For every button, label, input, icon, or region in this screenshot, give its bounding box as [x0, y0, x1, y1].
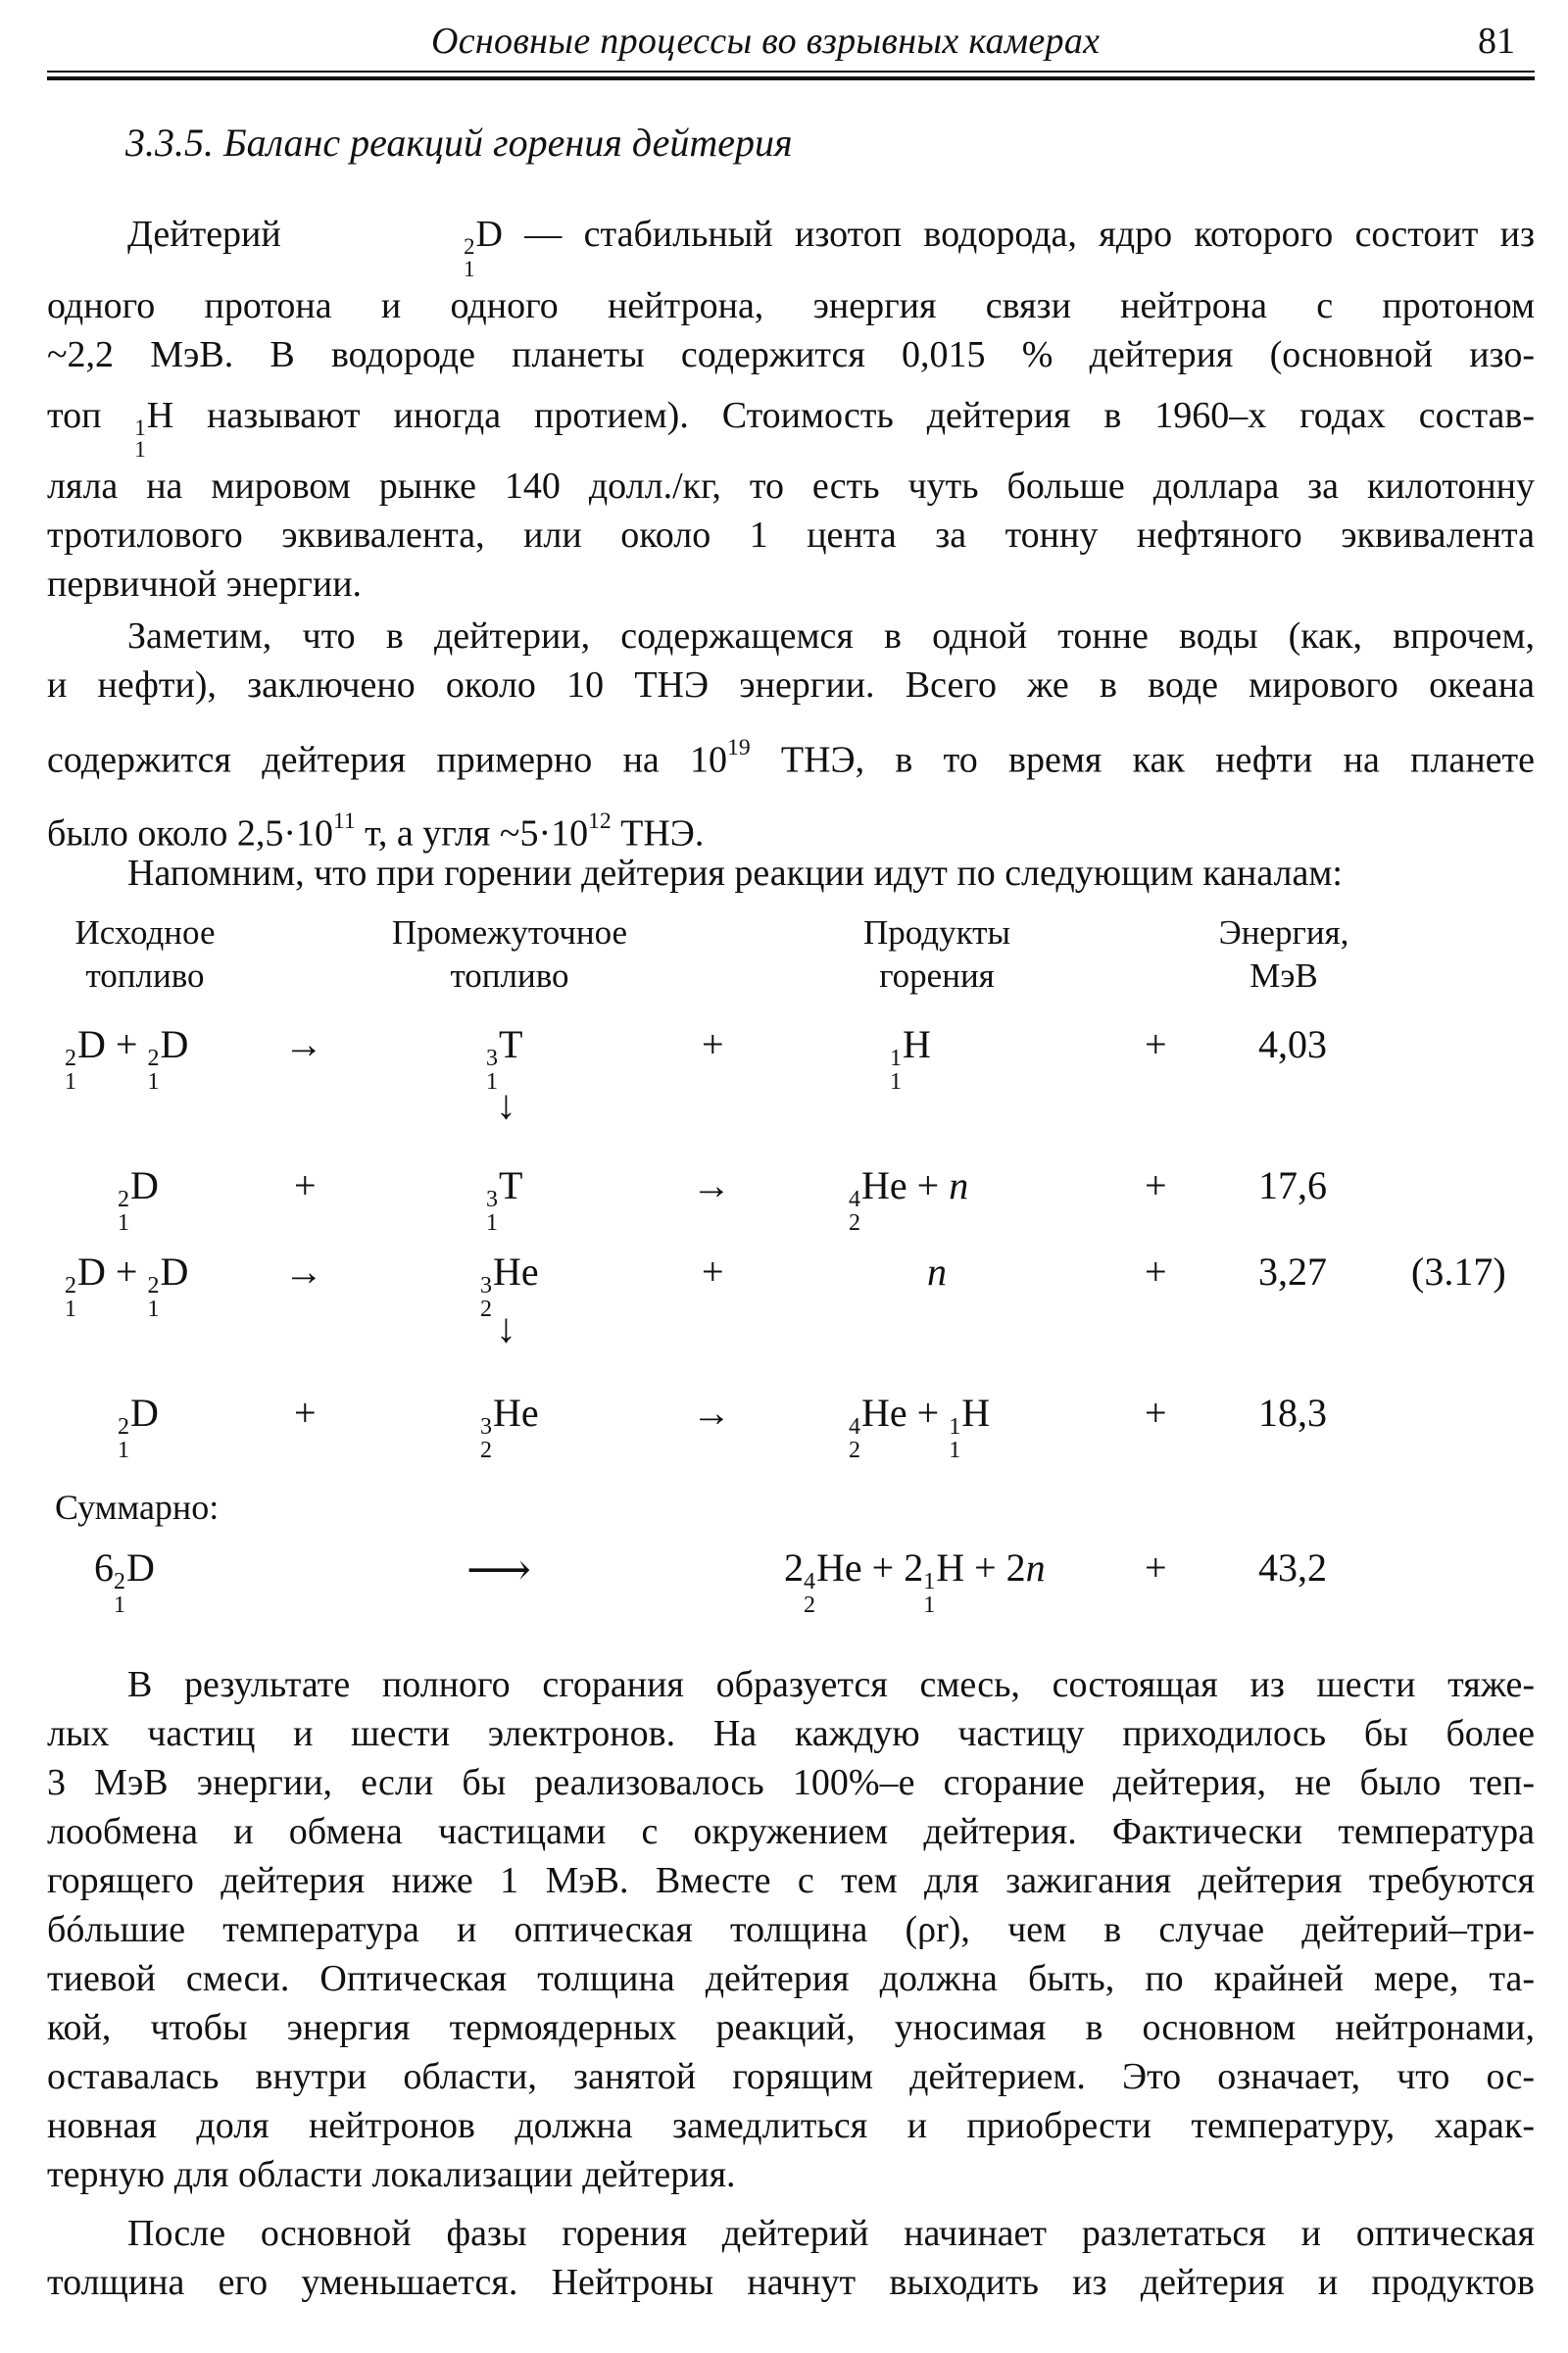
paragraph-line: тиевой смеси. Оптическая толщина дейтерия должна быть, по крайней мере, та-	[47, 1958, 1535, 1999]
paragraph-line: терную для области локализации дейтерия.	[47, 2154, 736, 2195]
reaction-4-plus-energy: +	[1145, 1391, 1167, 1435]
paragraph-1	[47, 210, 1535, 609]
isotope-deuterium: 2 1 D	[464, 214, 503, 281]
summary-reactant: 6 2 1 D	[94, 1545, 155, 1619]
paragraph-4	[47, 1660, 1535, 2199]
reaction-1-energy: 4,03	[1258, 1022, 1327, 1066]
reaction-3-intermediate: 3 2 He	[480, 1250, 539, 1323]
paragraph-line: бóльшие температура и оптическая толщина (ρr), чем в случае дейтерий–три-	[47, 1909, 1535, 1950]
reaction-1-down-arrow: ↓	[496, 1083, 516, 1128]
paragraph-5	[47, 2209, 1535, 2307]
paragraph-line: ~2,2 МэВ. В водороде планеты содержится 0,015 % дейтерия (основной изо-	[47, 333, 1535, 375]
reaction-4-intermediate: 3 2 He	[480, 1391, 539, 1464]
reaction-3-down-arrow: ↓	[496, 1306, 516, 1351]
paragraph-line: одного протона и одного нейтрона, энергия связи нейтрона с протоном	[47, 284, 1535, 326]
table-header-intermediate-fuel: Промежуточное топливо	[391, 913, 628, 995]
section-heading: 3.3.5. Баланс реакций горения дейтерия	[125, 121, 793, 165]
paragraph-line: лообмена и обмена частицами с окружением дейтерия. Фактически температура	[47, 1811, 1535, 1852]
paragraph-line: ляла на мировом рынке 140 долл./кг, то есть чуть больше доллара за килотонну	[47, 466, 1535, 508]
reaction-3-plus-energy: +	[1145, 1250, 1167, 1294]
running-header-title: Основные процессы во взрывных камерах	[431, 21, 1101, 62]
paragraph-line: Напомним, что при горении дейтерия реакции идут по следующим каналам:	[127, 853, 1343, 894]
equation-number: (3.17)	[1411, 1250, 1506, 1294]
paragraph-line: Дейтерий 2 1 D — стабильный изотоп водорода, ядро которого состоит из	[47, 210, 1535, 281]
header-rule-thin	[47, 71, 1535, 73]
paragraph-line: горящего дейтерия ниже 1 МэВ. Вместе с тем для зажигания дейтерия требуются	[47, 1860, 1535, 1901]
summary-plus: +	[1145, 1545, 1167, 1590]
reaction-3-energy: 3,27	[1258, 1250, 1327, 1294]
paragraph-line: топ 1 1 H называют иногда протием). Стоимость дейтерия в 1960–х годах состав-	[47, 391, 1535, 463]
summary-products: 2 4 2 He + 2 1 1 H + 2n	[784, 1545, 1046, 1619]
paragraph-line: После основной фазы горения дейтерий начинает разлетаться и оптическая	[127, 2213, 1535, 2254]
paragraph-line: Заметим, что в дейтерии, содержащемся в одной тонне воды (как, впрочем,	[127, 615, 1535, 657]
paragraph-line: лых частиц и шести электронов. На каждую частицу приходилось бы более	[47, 1713, 1535, 1754]
reaction-2-plus-energy: +	[1145, 1163, 1167, 1207]
reaction-1-intermediate: 3 1 T	[486, 1022, 523, 1096]
paragraph-line: первичной энергии.	[47, 564, 363, 606]
reaction-1-reactants: 2 1 D + 2 1 D	[65, 1022, 189, 1096]
paragraph-line: толщина его уменьшается. Нейтроны начнут выходить из дейтерия и продуктов	[47, 2262, 1535, 2303]
reaction-3-reactants: 2 1 D + 2 1 D	[65, 1250, 189, 1323]
summary-arrow: ⟶	[466, 1544, 531, 1594]
reaction-1-arrow: →	[284, 1022, 323, 1066]
reaction-3-product: n	[927, 1250, 947, 1294]
paragraph-2	[47, 612, 1535, 858]
reaction-2-intermediate: 3 1 T	[486, 1163, 523, 1237]
table-header-energy: Энергия, МэВ	[1218, 913, 1349, 995]
reaction-3-plus: +	[702, 1250, 724, 1294]
summary-energy: 43,2	[1258, 1545, 1327, 1590]
reaction-4-product: 4 2 He + 1 1 H	[849, 1391, 991, 1464]
reaction-4-energy: 18,3	[1258, 1391, 1327, 1435]
reaction-2-product: 4 2 He + n	[849, 1163, 969, 1237]
reaction-2-reactant: 2 1 D	[118, 1163, 159, 1237]
reaction-1-plus: +	[702, 1022, 724, 1066]
paragraph-line: и нефти), заключено около 10 ТНЭ энергии. Всего же в воде мирового океана	[47, 664, 1535, 706]
reaction-2-plus: +	[294, 1163, 317, 1207]
reaction-1-product: 1 1 H	[890, 1022, 931, 1096]
reaction-2-energy: 17,6	[1258, 1163, 1327, 1207]
paragraph-line: оставалась внутри области, занятой горящим дейтерием. Это означает, что ос-	[47, 2056, 1535, 2097]
paragraph-line: 3 МэВ энергии, если бы реализовалось 100%–е сгорание дейтерия, не было теп-	[47, 1762, 1535, 1803]
isotope-protium: 1 1 H	[134, 394, 174, 463]
summary-label: Суммарно:	[55, 1488, 220, 1527]
reaction-4-plus: +	[294, 1391, 317, 1435]
reaction-1-plus-energy: +	[1145, 1022, 1167, 1066]
reaction-3-arrow: →	[284, 1250, 323, 1294]
paragraph-line: тротилового эквивалента, или около 1 цента за тонну нефтяного эквивалента	[47, 515, 1535, 557]
paragraph-line: новная доля нейтронов должна замедлиться и приобрести температуру, харак-	[47, 2105, 1535, 2146]
table-header-initial-fuel: Исходное топливо	[74, 913, 216, 995]
table-header-products: Продукты горения	[863, 913, 1010, 995]
reaction-2-arrow: →	[692, 1163, 731, 1207]
paragraph-line: кой, чтобы энергия термоядерных реакций, уносимая в основном нейтронами,	[47, 2007, 1535, 2048]
page-number: 81	[1478, 21, 1515, 62]
paragraph-line: содержится дейтерия примерно на $10^{19}$ ТНЭ, в то время как нефти на планете	[47, 735, 1535, 781]
paragraph-3	[47, 849, 1535, 898]
reaction-4-reactant: 2 1 D	[118, 1391, 159, 1464]
paragraph-line: было около $2,5\cdot 10^{11}$ т, а угля $\sim 5\cdot 10^{12}$ ТНЭ.	[47, 808, 705, 855]
reaction-4-arrow: →	[692, 1391, 731, 1435]
paragraph-line: В результате полного сгорания образуется смесь, состоящая из шести тяже-	[127, 1664, 1535, 1705]
header-rule-thick	[47, 76, 1535, 80]
